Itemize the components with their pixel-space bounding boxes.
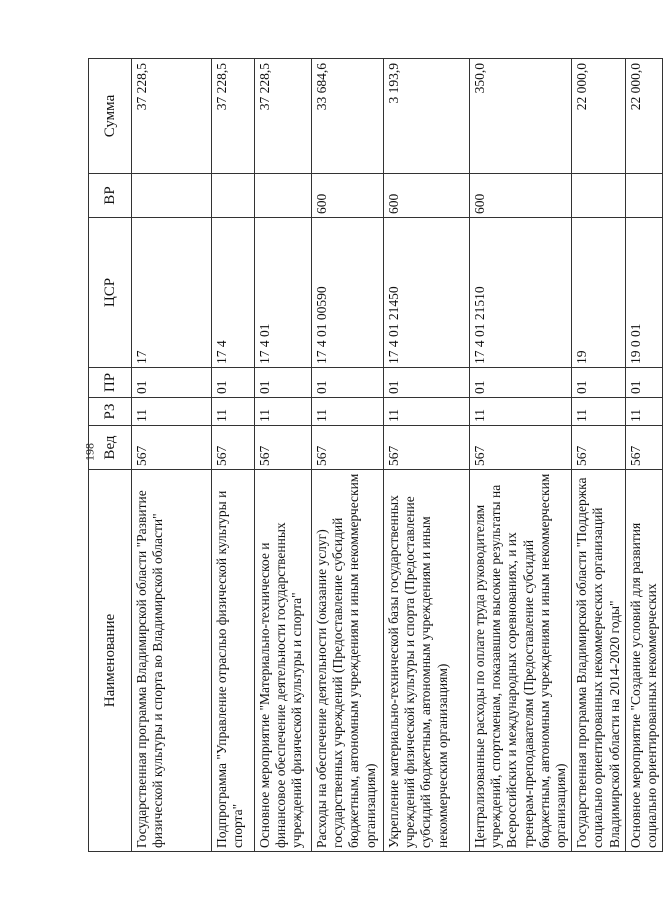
budget-table (88, 58, 663, 852)
cell-pr: 01 (132, 368, 212, 398)
col-header-vr: ВР (89, 174, 132, 218)
col-header-pr: ПР (89, 368, 132, 398)
cell-rz: 11 (212, 398, 255, 426)
cell-sum: 33 684,6 (312, 59, 384, 174)
cell-vr (212, 174, 255, 218)
cell-csr: 17 (132, 218, 212, 368)
table-row (212, 59, 255, 852)
table-row (132, 59, 212, 852)
cell-pr: 01 (384, 368, 470, 398)
cell-ved: 567 (572, 426, 626, 470)
cell-sum: 350,0 (470, 59, 572, 174)
cell-csr: 19 (572, 218, 626, 368)
cell-vr (625, 174, 662, 218)
cell-sum: 37 228,5 (132, 59, 212, 174)
cell-pr: 01 (572, 368, 626, 398)
cell-sum: 37 228,5 (212, 59, 255, 174)
cell-rz: 11 (384, 398, 470, 426)
cell-ved: 567 (255, 426, 312, 470)
cell-csr: 17 4 01 00590 (312, 218, 384, 368)
cell-ved: 567 (132, 426, 212, 470)
cell-rz: 11 (572, 398, 626, 426)
page-number: 198 (82, 443, 97, 461)
col-header-csr: ЦСР (89, 218, 132, 368)
cell-ved: 567 (312, 426, 384, 470)
cell-name: Государственная программа Владимирской области "Развитие физической культуры и спорта во Владимирской области" (132, 470, 212, 852)
cell-pr: 01 (312, 368, 384, 398)
cell-csr: 17 4 01 21450 (384, 218, 470, 368)
cell-rz: 11 (312, 398, 384, 426)
table-row (312, 59, 384, 852)
table-row (625, 59, 662, 852)
cell-vr: 600 (384, 174, 470, 218)
cell-vr (255, 174, 312, 218)
cell-csr: 17 4 01 (255, 218, 312, 368)
cell-name: Централизованные расходы по оплате труда руководителям учреждений, спортсменам, показавшим высокие результаты на Всероссийских и международных соревнованиях, и их тренерам-преподавателям (Предоставление субсидий бюджетным, автономным учреждениям и иным некоммерческим организациям) (470, 470, 572, 852)
cell-name: Основное мероприятие "Создание условий для развития социально ориентированных некоммерческих (625, 470, 662, 852)
col-header-name: Наименование (89, 470, 132, 852)
cell-sum: 22 000,0 (625, 59, 662, 174)
cell-rz: 11 (625, 398, 662, 426)
cell-sum: 3 193,9 (384, 59, 470, 174)
cell-name: Основное мероприятие "Материально-техническое и финансовое обеспечение деятельности государственных учреждений физической культуры и спорта" (255, 470, 312, 852)
cell-ved: 567 (625, 426, 662, 470)
cell-ved: 567 (212, 426, 255, 470)
table-row (255, 59, 312, 852)
cell-name: Государственная программа Владимирской области "Поддержка социально ориентированных некоммерческих организаций Владимирской области на 2014-2020 годы" (572, 470, 626, 852)
cell-rz: 11 (470, 398, 572, 426)
cell-ved: 567 (470, 426, 572, 470)
col-header-rz: РЗ (89, 398, 132, 426)
col-header-ved: Вед (89, 426, 132, 470)
cell-vr (572, 174, 626, 218)
cell-name: Подпрограмма "Управление отраслью физической культуры и спорта" (212, 470, 255, 852)
cell-sum: 37 228,5 (255, 59, 312, 174)
cell-pr: 01 (212, 368, 255, 398)
header-row (89, 59, 132, 852)
cell-rz: 11 (132, 398, 212, 426)
cell-sum: 22 000,0 (572, 59, 626, 174)
cell-pr: 01 (625, 368, 662, 398)
cell-csr: 19 0 01 (625, 218, 662, 368)
table-row (470, 59, 572, 852)
cell-csr: 17 4 01 21510 (470, 218, 572, 368)
cell-name: Укрепление материально-технической базы государственных учреждений физической культуры и спорта (Предоставление субсидий бюджетным, автономным учреждениям и иным некоммерческим организациям) (384, 470, 470, 852)
col-header-sum: Сумма (89, 59, 132, 174)
cell-pr: 01 (255, 368, 312, 398)
cell-vr: 600 (470, 174, 572, 218)
cell-csr: 17 4 (212, 218, 255, 368)
cell-ved: 567 (384, 426, 470, 470)
cell-vr (132, 174, 212, 218)
table-row (572, 59, 626, 852)
cell-pr: 01 (470, 368, 572, 398)
cell-vr: 600 (312, 174, 384, 218)
cell-rz: 11 (255, 398, 312, 426)
table-row (384, 59, 470, 852)
cell-name: Расходы на обеспечение деятельности (оказание услуг) государственных учреждений (Предоставление субсидий бюджетным, автономным учреждениям и иным некоммерческим организациям) (312, 470, 384, 852)
